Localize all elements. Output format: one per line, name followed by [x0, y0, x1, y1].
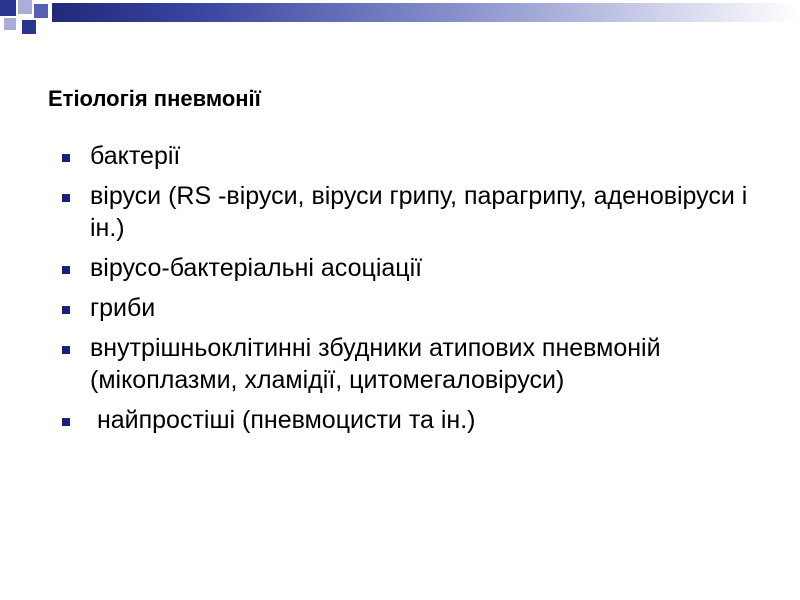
bullet-list [0, 140, 800, 444]
square-bullet-icon [62, 194, 70, 202]
bullet-item [0, 252, 800, 284]
square-bullet-icon [62, 346, 70, 354]
square-bullet-icon [62, 418, 70, 426]
bullet-item [0, 332, 800, 396]
decor-square [4, 18, 16, 30]
square-bullet-icon [62, 154, 70, 162]
decor-square [22, 20, 36, 34]
decor-square [34, 4, 48, 18]
header-decoration [0, 0, 800, 24]
header-gradient-bar [52, 3, 800, 22]
bullet-item [0, 292, 800, 324]
bullet-item [0, 140, 800, 172]
decor-square [0, 0, 16, 16]
bullet-text: гриби [90, 294, 156, 322]
bullet-text: найпростіші (пневмоцисти та ін.) [90, 406, 476, 434]
square-bullet-icon [62, 266, 70, 274]
bullet-text: бактерії [90, 142, 181, 170]
bullet-item [0, 180, 800, 244]
bullet-text: внутрішньоклітинні збудники атипових пневмоній (мікоплазми, хламідії, цитомегаловіруси) [90, 334, 661, 394]
bullet-text: віруси (RS -віруси, віруси грипу, парагрипу, аденовіруси і ін.) [90, 182, 748, 242]
bullet-text: вірусо-бактеріальні асоціації [90, 254, 423, 282]
bullet-item [0, 404, 800, 436]
decor-square [18, 0, 32, 14]
square-bullet-icon [62, 306, 70, 314]
slide-title: Етіологія пневмонії [48, 86, 261, 111]
